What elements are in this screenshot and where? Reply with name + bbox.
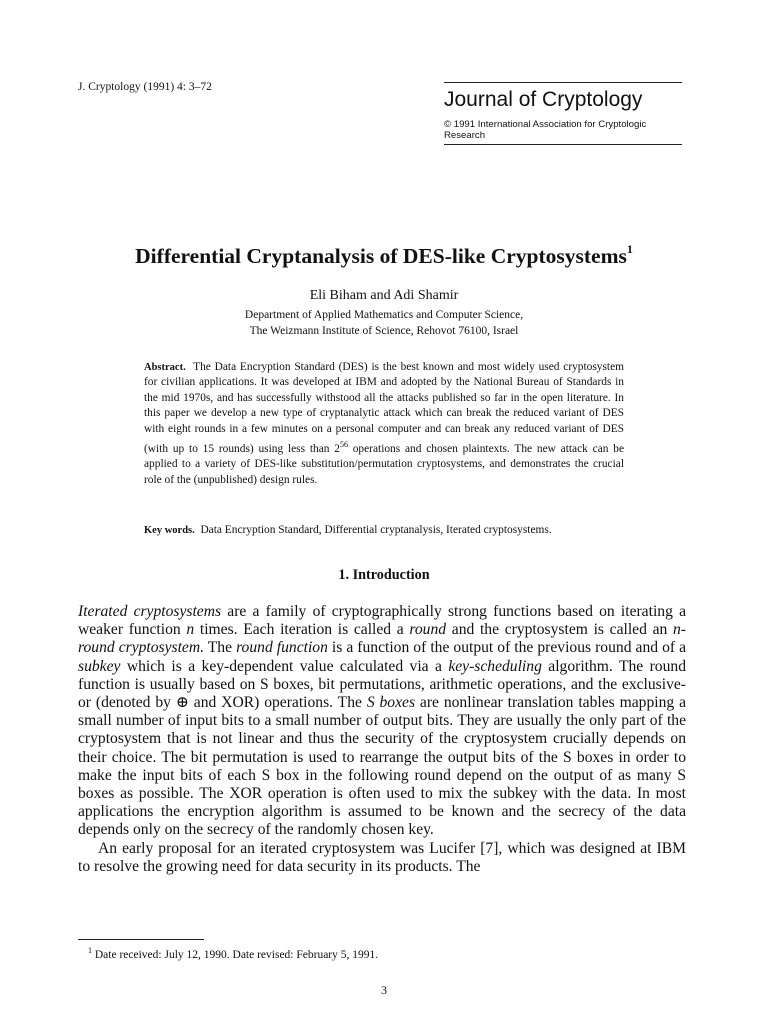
title-footnote-mark: 1	[626, 242, 633, 256]
section-heading: 1. Introduction	[338, 567, 430, 583]
abstract-exponent: 56	[339, 440, 348, 450]
body-paragraph-1	[78, 603, 686, 840]
body-paragraph-2: An early proposal for an iterated cryptosystem was Lucifer [7], which was designed at IBM to resolve the growing need for data security in its products. The	[78, 839, 686, 875]
paper-title	[0, 244, 768, 269]
affiliation-line-2: The Weizmann Institute of Science, Rehovot 76100, Israel	[249, 324, 519, 337]
affiliation-line-1: Department of Applied Mathematics and Computer Science,	[244, 309, 524, 321]
journal-name: Journal of Cryptology	[444, 88, 643, 111]
body-text-span: times. Each iteration is called a	[194, 621, 410, 639]
page-number: 3	[381, 983, 387, 997]
term-round: round	[409, 621, 447, 639]
footnote-mark: 1	[88, 946, 92, 955]
body-text-span: and the cryptosystem is called an	[446, 621, 673, 639]
term-iterated-cryptosystems: Iterated cryptosystems	[78, 603, 222, 620]
term-subkey: subkey	[78, 657, 121, 675]
body-text-span: algorithm. The round function is usually based on S boxes, bit permutations, arithmetic operations, and the exclusive-or (denoted by ⊕ and XOR) operations. The	[78, 657, 686, 712]
body-text-span: is a function of the output of the previous round and of a	[327, 639, 687, 657]
journal-copyright: © 1991 International Association for Cryptologic Research	[444, 119, 647, 141]
abstract-label: Abstract.	[144, 362, 186, 373]
journal-citation: J. Cryptology (1991) 4: 3–72	[78, 81, 212, 93]
term-round-function: round function	[236, 639, 328, 657]
footnote-text: Date received: July 12, 1990. Date revised: February 5, 1991.	[92, 948, 379, 961]
body-text-span: are nonlinear translation tables mapping a small number of input bits to a small number of output bits. They are usually the only part of the cryptosystem that is not linear and thus the security of the cryptosystem crucially depends on their choice. The bit permutation is used to rearrange the output bits of the S boxes in order to make the input bits of each S box in the following round depend on the output of as many S boxes as possible. The XOR operation is often used to mix the subkey with the data. In most applications the encryption algorithm is assumed to be known and the secrecy of the data depends only on the secrecy of the randomly chosen key.	[78, 694, 686, 839]
body-text-span: which is a key-dependent value calculated via a	[120, 657, 449, 675]
paper-title-text: Differential Cryptanalysis of DES-like Cryptosystems	[135, 244, 627, 269]
abstract-text-2: operations and chosen plaintexts. The new attack can be applied to a variety of DES-like substitution/permutation cryptosystems, and demonstrates the crucial role of the (unpublished) design rules.	[144, 442, 624, 486]
footnote	[88, 946, 378, 961]
author-affiliation	[0, 308, 768, 339]
paper-authors: Eli Biham and Adi Shamir	[309, 288, 459, 303]
keywords-label: Key words.	[144, 525, 195, 536]
body-text	[78, 603, 686, 876]
term-key-scheduling: key-scheduling	[448, 657, 542, 675]
term-s-boxes: S boxes	[366, 694, 416, 712]
body-text-span: are a family of cryptographically strong functions based on iterating a weaker function	[78, 603, 686, 639]
footnote-divider	[78, 939, 204, 940]
keywords-text: Data Encryption Standard, Differential cryptanalysis, Iterated cryptosystems.	[200, 524, 552, 536]
journal-masthead	[444, 82, 682, 145]
body-text-span: The	[204, 639, 237, 657]
term-n: n	[186, 621, 195, 639]
term-n-round-cryptosystem: n-round cryptosystem.	[78, 621, 686, 657]
abstract	[144, 360, 624, 488]
keywords	[144, 523, 624, 538]
abstract-text-1: The Data Encryption Standard (DES) is the best known and most widely used cryptosystem for civilian applications. It was developed at IBM and adopted by the National Bureau of Standards in the mid 1970s, and has successfully withstood all the attacks published so far in the open literature. In this paper we develop a new type of cryptanalytic attack which can break the reduced variant of DES with eight rounds in a few minutes on a personal computer and can break any reduced variant of DES (with up to 15 rounds) using less than 2	[144, 361, 625, 455]
